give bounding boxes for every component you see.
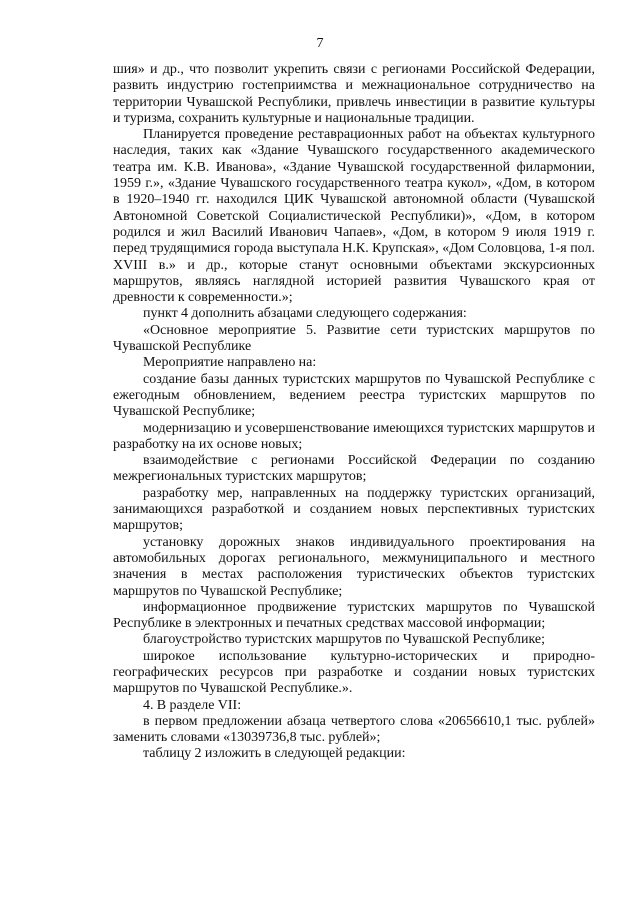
paragraph: разработку мер, направленных на поддержку туристских организаций, занимающихся разработкой и созданием новых перспективных туристских маршрутов; bbox=[113, 485, 595, 534]
section-heading: 4. В разделе VII: bbox=[143, 697, 242, 713]
paragraph: установку дорожных знаков индивидуального проектирования на автомобильных дорогах регионального, межмуниципального и местного значения в местах расположения туристических объектов туристских маршрутов по Чувашской Республике; bbox=[113, 534, 595, 599]
paragraph: благоустройство туристских маршрутов по Чувашской Республике; bbox=[143, 632, 546, 648]
paragraph: модернизацию и усовершенствование имеющихся туристских маршрутов и разработку на их основе новых; bbox=[113, 420, 595, 452]
document-body bbox=[113, 62, 595, 763]
paragraph: широкое использование культурно-исторических и природно-географических ресурсов при разработке и создании новых туристских маршрутов по Чувашской Республике.». bbox=[113, 648, 595, 697]
paragraph: Планируется проведение реставрационных работ на объектах культурного наследия, таких как «Здание Чувашского государственного академического театра им. К.В. Иванова», «Здание Чувашской государственной филармонии, 1959 г.», «Здание Чувашского государственного театра кукол», «Дом, в котором в 1920–1940 гг. находился ЦИК Чувашской автономной области (Чувашской Автономной Советской Социалистической Республики)», «Дом, в котором родился и жил Василий Иванович Чапаев», «Дом, в котором 9 июля 1919 г. перед трудящимися города выступала Н.К. Крупская», «Дом Соловцова, 1-я пол. XVIII в.» и др., которые станут основными объектами экскурсионных маршрутов, являясь наглядной историей развития Чувашского края от древности к современности.»; bbox=[113, 127, 595, 306]
paragraph: «Основное мероприятие 5. Развитие сети туристских маршрутов по Чувашской Республике bbox=[113, 322, 595, 355]
paragraph: в первом предложении абзаца четвертого слова «20656610,1 тыс. рублей» заменить словами «13039736,8 тыс. рублей»; bbox=[113, 713, 595, 746]
paragraph: таблицу 2 изложить в следующей редакции: bbox=[143, 746, 406, 762]
paragraph: информационное продвижение туристских маршрутов по Чувашской Республике в электронных и печатных средствах массовой информации; bbox=[113, 599, 595, 632]
paragraph: взаимодействие с регионами Российской Федерации по созданию межрегиональных туристских маршрутов; bbox=[113, 453, 595, 485]
page-number: 7 bbox=[316, 36, 324, 51]
paragraph: шия» и др., что позволит укрепить связи с регионами Российской Федерации, развить индустрию гостеприимства и межнациональное сотрудничество на территории Чувашской Республики, привлечь инвестиции в развитие культуры и туризма, сохранить культурные и национальные традиции. bbox=[113, 62, 595, 126]
paragraph: создание базы данных туристских маршрутов по Чувашской Республике с ежегодным обновлением, ведением реестра туристских маршрутов по Чувашской Республике; bbox=[113, 371, 595, 420]
paragraph: пункт 4 дополнить абзацами следующего содержания: bbox=[143, 306, 467, 322]
paragraph: Мероприятие направлено на: bbox=[143, 355, 317, 371]
